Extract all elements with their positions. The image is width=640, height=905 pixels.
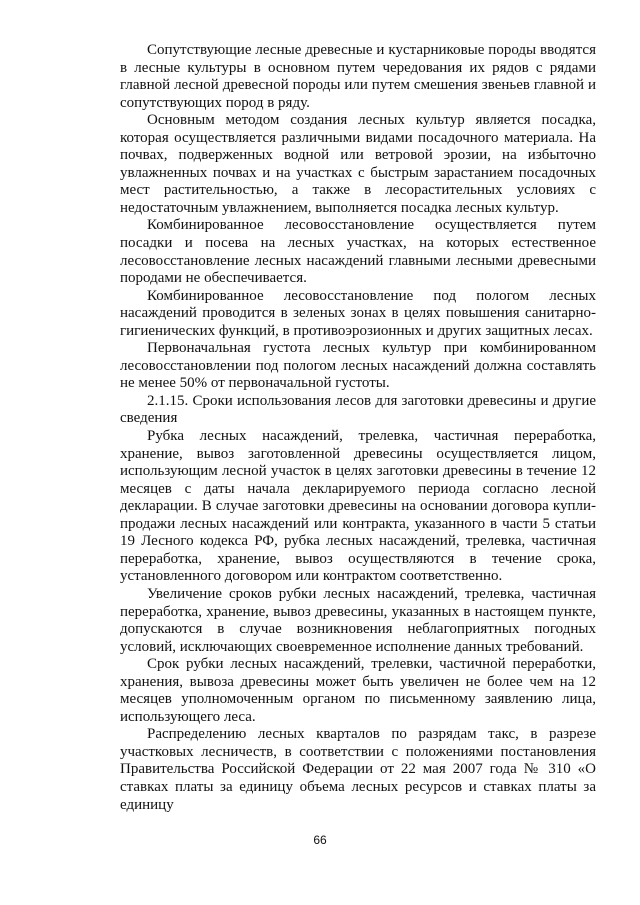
paragraph-term-extension: Увеличение сроков рубки лесных насаждений, трелевка, частичная переработка, хранение, вывоз древесины, указанных в настоящем пункте, допускаются в случае возникновения неблагоприятных погодных условий, исключающих своевременное исполнение данных требований. bbox=[120, 585, 596, 655]
page-number: 66 bbox=[313, 833, 327, 847]
paragraph-companion-species: Сопутствующие лесные древесные и кустарниковые породы вводятся в лесные культуры в основном путем чередования их рядов с рядами главной лесной древесной породы или путем смешения звеньев главной и сопутствующих пород в ряду. bbox=[120, 42, 596, 111]
body-text bbox=[120, 42, 596, 814]
paragraph-felling-terms: Рубка лесных насаждений, трелевка, частичная переработка, хранение, вывоз заготовленной древесины осуществляется лицом, использующим лесной участок в целях заготовки древесины в течение 12 месяцев с даты начала декларируемого периода согласно лесной декларации. В случае заготовки древесины на основании договора купли-продажи лесных насаждений или контракта, указанного в части 5 статьи 19 Лесного кодекса РФ, рубка лесных насаждений, трелевка, частичная переработка, хранение, вывоз осуществляются в течение срока, установленного договором или контрактом соответственно. bbox=[120, 428, 596, 585]
paragraph-extension-limit: Срок рубки лесных насаждений, трелевки, частичной переработки, хранения, вывоза древесины может быть увеличен не более чем на 12 месяцев уполномоченным органом по письменному заявлению лица, использующего леса. bbox=[120, 656, 596, 725]
paragraph-initial-density: Первоначальная густота лесных культур при комбинированном лесовосстановлении под пологом лесных насаждений должна составлять не менее 50% от первоначальной густоты. bbox=[120, 340, 596, 392]
section-heading: 2.1.15. Сроки использования лесов для заготовки древесины и другие сведения bbox=[120, 392, 596, 427]
paragraph-planting-method: Основным методом создания лесных культур является посадка, которая осуществляется различными видами посадочного материала. На почвах, подверженных водной или ветровой эрозии, на избыточно увлажненных почвах и на участках с быстрым зарастанием посадочных мест растительностью, а также в лесорастительных условиях с недостаточным увлажнением, выполняется посадка лесных культур. bbox=[120, 112, 596, 216]
paragraph-quarters-distribution: Распределению лесных кварталов по разрядам такс, в разрезе участковых лесничеств, в соответствии с положениями постановления Правительства Российской Федерации от 22 мая 2007 года № 310 «О ставках платы за единицу объема лесных ресурсов и ставках платы за единицу bbox=[120, 726, 596, 813]
paragraph-combined-reforestation: Комбинированное лесовосстановление осуществляется путем посадки и посева на лесных участках, на которых естественное лесовосстановление лесных насаждений главными лесными древесными породами не обеспечивается. bbox=[120, 217, 596, 287]
paragraph-under-canopy: Комбинированное лесовосстановление под пологом лесных насаждений проводится в зеленых зонах в целях повышения санитарно-гигиенических функций, в противоэрозионных и других защитных лесах. bbox=[120, 287, 596, 339]
